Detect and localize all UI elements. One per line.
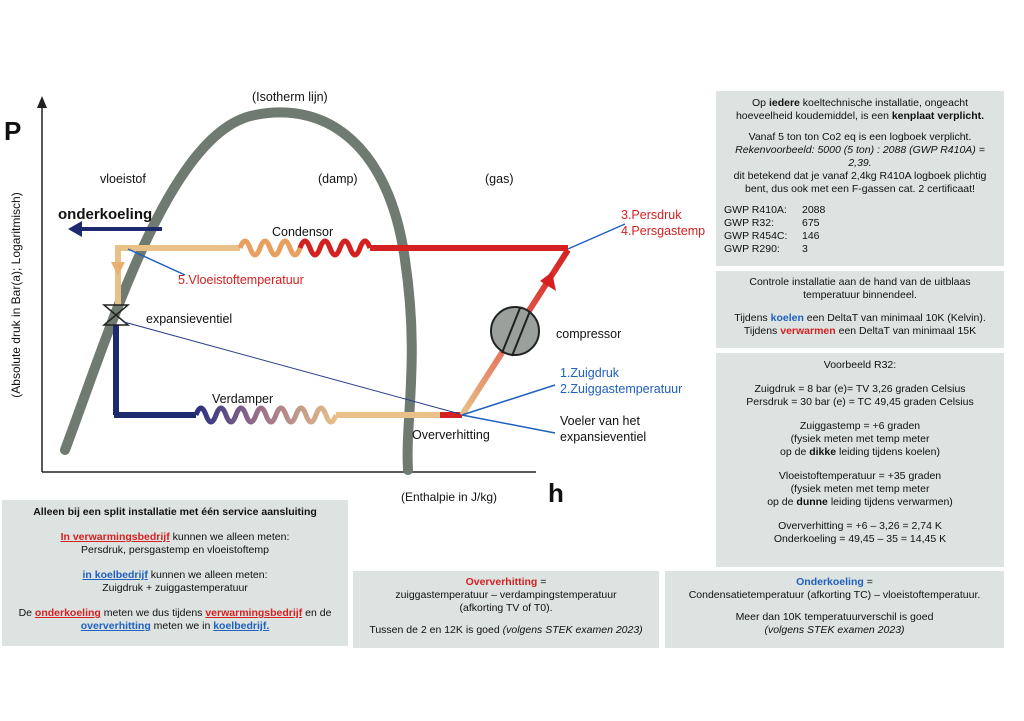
superheat-box: Oververhitting = zuiggastemperatuur – verdampingstemperatuur (afkorting TV of T0). Tussen de 2 en 12K is goed (volgens STEK examen 2023) bbox=[353, 571, 659, 648]
example-title: Voorbeeld R32: bbox=[823, 359, 897, 371]
logbook-box: Op iedere koeltechnische installatie, ongeacht hoeveelheid koudemiddel, is een kenplaat verplicht. Vanaf 5 ton ton Co2 eq is een logboek verplicht. Rekenvoorbeeld: 5000 (5 ton) : 2088 (GWP R410A) = 2,39. dit betekend dat je vanaf 2,4kg R410A logboek plichtig bent, dus ook met een F-gassen cat. 2 certificaat! GWP R410A: 2088 GWP R32: 675 GWP R454C: 146 GWP R290: 3 bbox=[716, 91, 1004, 266]
subcooling-label: onderkoeling bbox=[58, 206, 153, 223]
logbook-rule: Vanaf 5 ton ton Co2 eq is een logboek verplicht. bbox=[748, 131, 972, 143]
compressor-label: compressor bbox=[556, 327, 622, 341]
region-gas-label: (gas) bbox=[485, 172, 514, 186]
gwp-row: GWP R290: 3 bbox=[724, 243, 808, 255]
evaporator-label: Verdamper bbox=[212, 392, 274, 406]
suction-pressure-label: 1.Zuigdruk bbox=[560, 366, 620, 380]
condenser-coil-warm bbox=[240, 241, 300, 255]
gwp-list bbox=[724, 204, 996, 256]
expansion-valve-label: expansieventiel bbox=[146, 312, 233, 326]
control-box: Controle installatie aan de hand van de uitblaas temperatuur binnendeel. Tijdens koelen een DeltaT van minimaal 10K (Kelvin). Tijdens verwarmen een DeltaT van minimaal 15K bbox=[716, 271, 1004, 348]
superheat-label: Oververhitting bbox=[412, 428, 490, 442]
liquid-arrow-icon bbox=[111, 262, 125, 276]
condenser-label: Condensor bbox=[272, 225, 334, 239]
sensor-label-2: expansieventiel bbox=[560, 430, 647, 444]
split-box: Alleen bij een split installatie met één service aansluiting In verwarmingsbedrijf kunnen we alleen meten: Persdruk, persgastemp en vloeistoftemp in koelbedrijf kunnen we alleen meten: Zuigdruk + zuiggastemperatuur De onderkoeling meten we dus tijdens verwarmingsbedrijf en de oververhitting meten we in koelbedrijf. bbox=[2, 500, 348, 646]
subcool-box: Onderkoeling = Condensatietemperatuur (afkorting TC) – vloeistoftemperatuur. Meer dan 10K temperatuurverschil is goed (volgens STEK examen 2023) bbox=[665, 571, 1004, 648]
condenser-coil-hot bbox=[300, 241, 370, 255]
liquid-temp-label: 5.Vloeistoftemperatuur bbox=[178, 273, 304, 287]
gwp-row: GWP R32: 675 bbox=[724, 217, 820, 229]
discharge-temp-label: 4.Persgastemp bbox=[621, 224, 706, 238]
pointer-discharge bbox=[568, 224, 625, 249]
x-axis-label: (Enthalpie in J/kg) bbox=[401, 490, 498, 504]
y-axis-letter: P bbox=[4, 116, 22, 146]
split-title: Alleen bij een split installatie met één service aansluiting bbox=[33, 506, 317, 518]
logbook-example: Rekenvoorbeeld: 5000 (5 ton) : 2088 (GWP R410A) = 2,39. bbox=[735, 144, 985, 169]
suction-temp-label: 2.Zuiggastemperatuur bbox=[560, 382, 683, 396]
y-axis-arrow-icon bbox=[37, 96, 47, 108]
gwp-row: GWP R454C: 146 bbox=[724, 230, 820, 242]
y-axis-label: (Absolute druk in Bar(a); Logaritmisch) bbox=[9, 192, 23, 398]
region-vapor-label: (damp) bbox=[318, 172, 358, 186]
x-axis-letter: h bbox=[548, 478, 564, 508]
subcool-arrow-icon bbox=[68, 221, 82, 237]
pressure-point-label: 3.Persdruk bbox=[621, 208, 682, 222]
region-liquid-label: vloeistof bbox=[100, 172, 146, 186]
gwp-row: GWP R410A: 2088 bbox=[724, 204, 826, 216]
isotherm-label: (Isotherm lijn) bbox=[252, 90, 328, 104]
sensor-label-1: Voeler van het bbox=[560, 414, 640, 428]
evaporator-coil bbox=[196, 408, 336, 422]
example-box: Voorbeeld R32: Zuigdruk = 8 bar (e)= TV 3,26 graden Celsius Persdruk = 30 bar (e) = TC 49,45 graden Celsius Zuiggastemp = +6 graden (fysiek meten met temp meter op de dikke leiding tijdens koelen) Vloeistoftemperatuur = +35 graden (fysiek meten met temp meter op de dunne leiding tijdens verwarmen) Oververhitting = +6 – 3,26 = 2,74 K Onderkoeling = 49,45 – 35 = 14,45 K bbox=[716, 353, 1004, 567]
